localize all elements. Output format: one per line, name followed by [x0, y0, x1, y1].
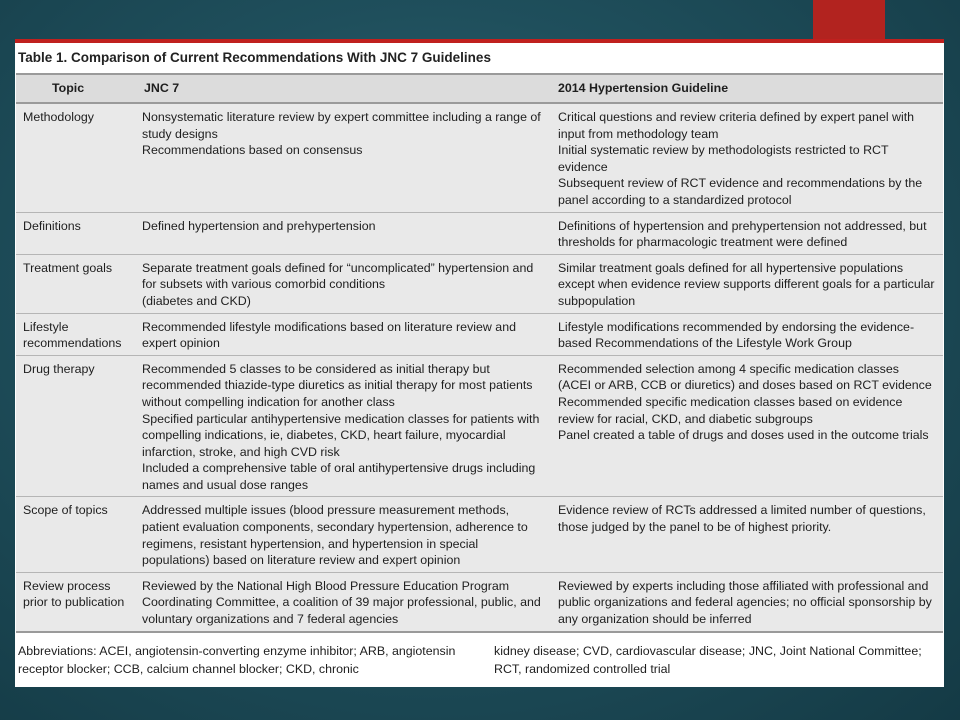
abbreviations-left: Abbreviations: ACEI, angiotensin-converting enzyme inhibitor; ARB, angiotensin receptor blocker; CCB, calcium channel blocker; CKD, chronic	[18, 643, 456, 676]
row-topic: Scope of topics	[16, 497, 137, 572]
row-jnc7-cell: Defined hypertension and prehypertension	[137, 212, 551, 254]
row-2014-cell: Similar treatment goals defined for all hypertensive populations except when evidence review supports different goals for a particular subpopulation	[551, 254, 943, 313]
slide-panel	[15, 39, 944, 687]
abbreviations-right: kidney disease; CVD, cardiovascular disease; JNC, Joint National Committee; RCT, randomized controlled trial	[494, 643, 922, 676]
row-2014-cell: Definitions of hypertension and prehypertension not addressed, but thresholds for pharmacologic treatment were defined	[551, 212, 943, 254]
row-topic: Methodology	[16, 103, 137, 212]
table-row	[16, 212, 943, 254]
row-jnc7-cell: Separate treatment goals defined for “uncomplicated” hypertension and for subsets with various comorbid conditions (diabetes and CKD)	[137, 254, 551, 313]
column-header-2014-guideline: 2014 Hypertension Guideline	[551, 74, 943, 103]
row-2014-cell: Recommended selection among 4 specific medication classes (ACEI or ARB, CCB or diuretics) and doses based on RCT evidence Recommended specific medication classes based on evidence review for racial, CKD, and diabetic subgroups Panel created a table of drugs and doses used in the outcome trials	[551, 355, 943, 497]
row-topic: Lifestyle recommendations	[16, 313, 137, 355]
red-accent-bar	[813, 0, 885, 39]
abbreviations-footnote	[15, 633, 944, 678]
column-header-jnc7: JNC 7	[137, 74, 551, 103]
row-jnc7-cell: Addressed multiple issues (blood pressure measurement methods, patient evaluation components, secondary hypertension, adherence to regimens, resistant hypertension, and hypertension in special populations) based on literature review and expert opinion	[137, 497, 551, 572]
row-jnc7-cell: Reviewed by the National High Blood Pressure Education Program Coordinating Committee, a coalition of 39 major professional, public, and voluntary organizations and 7 federal agencies	[137, 572, 551, 631]
table-row	[16, 313, 943, 355]
column-header-topic: Topic	[16, 74, 137, 103]
table-title: Table 1. Comparison of Current Recommendations With JNC 7 Guidelines	[18, 50, 491, 65]
comparison-table	[16, 73, 943, 633]
row-2014-cell: Reviewed by experts including those affiliated with professional and public organizations and federal agencies; no official sponsorship by any organization should be inferred	[551, 572, 943, 631]
table-header-row	[16, 74, 943, 103]
table-row	[16, 497, 943, 572]
table-row	[16, 355, 943, 497]
row-topic: Treatment goals	[16, 254, 137, 313]
table-row	[16, 254, 943, 313]
row-2014-cell: Lifestyle modifications recommended by endorsing the evidence-based Recommendations of the Lifestyle Work Group	[551, 313, 943, 355]
row-2014-cell: Evidence review of RCTs addressed a limited number of questions, those judged by the panel to be of highest priority.	[551, 497, 943, 572]
row-jnc7-cell: Recommended lifestyle modifications based on literature review and expert opinion	[137, 313, 551, 355]
row-2014-cell: Critical questions and review criteria defined by expert panel with input from methodology team Initial systematic review by methodologists restricted to RCT evidence Subsequent review of RCT evidence and recommendations by the panel according to a standardized protocol	[551, 103, 943, 212]
row-topic: Drug therapy	[16, 355, 137, 497]
table-row	[16, 572, 943, 631]
row-jnc7-cell: Nonsystematic literature review by expert committee including a range of study designs Recommendations based on consensus	[137, 103, 551, 212]
row-topic: Definitions	[16, 212, 137, 254]
row-topic: Review process prior to publication	[16, 572, 137, 631]
table-row	[16, 103, 943, 212]
row-jnc7-cell: Recommended 5 classes to be considered as initial therapy but recommended thiazide-type diuretics as initial therapy for most patients without compelling indication for another class Specified particular antihypertensive medication classes for patients with compelling indications, ie, diabetes, CKD, heart failure, myocardial infarction, stroke, and high CVD risk Included a comprehensive table of oral antihypertensive drugs including names and usual dose ranges	[137, 355, 551, 497]
